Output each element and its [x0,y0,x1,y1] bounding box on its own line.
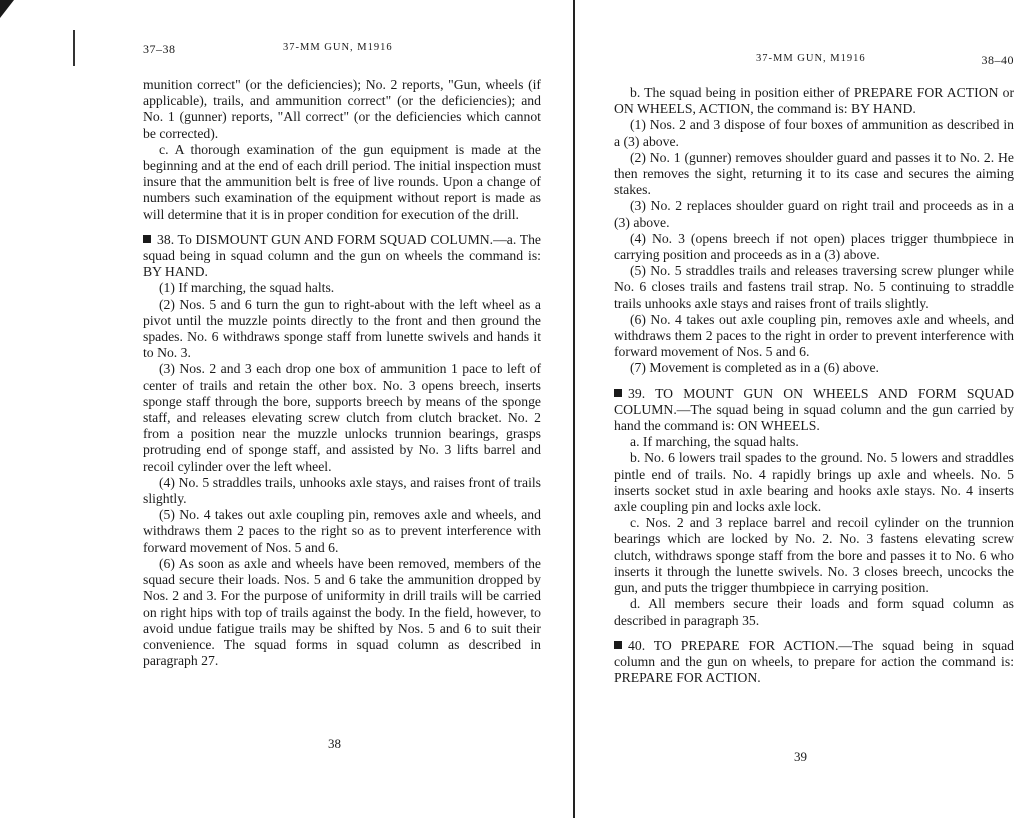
paragraph: (3) Nos. 2 and 3 each drop one box of ammunition 1 pace to left of center of trails and retain the other box. No. 3 opens breech, inserts sponge staff through the bore, supports breech by means of the sponge staff, and releases elevating screw clutch from clutch bracket. No. 2 from a position near the muzzle unlocks trunnion bearings, grasps protruding end of sponge staff, and assisted by No. 3 lifts barrel and recoil cylinder over the left wheel. [143,361,541,474]
paragraph: (5) No. 5 straddles trails and releases traversing screw plunger while No. 6 closes trails and fastens trail strap. No. 5 continuing to straddle trails unhooks axle stays and raises front of trails slightly. [614,263,1014,311]
paragraph: (7) Movement is completed as in a (6) above. [630,360,879,376]
paragraph: (3) No. 2 replaces shoulder guard on right trail and proceeds as in a (3) above. [614,198,1014,230]
page-number: 39 [794,749,807,764]
paragraph: (4) No. 5 straddles trails, unhooks axle stays, and raises front of trails slightly. [143,474,541,507]
paragraph: (1) Nos. 2 and 3 dispose of four boxes of ammunition as described in a (3) above. [614,117,1014,149]
paragraph: (6) No. 4 takes out axle coupling pin, removes axle and wheels, and withdraws them 2 paces to the right in order to prevent interference with forward movement of Nos. 5 and 6. [614,311,1014,360]
section-paragraph [143,232,541,281]
header-paragraph-range: 38–40 [981,53,1014,67]
margin-rule [73,30,75,66]
section-text: 40. TO PREPARE FOR ACTION.—The squad being in squad column and the gun on wheels, to prepare for action the command is: PREPARE FOR ACTION. [614,637,1014,686]
paragraph: (1) If marching, the squad halts. [159,280,335,296]
page-body [614,85,1014,686]
paragraph: b. No. 6 lowers trail spades to the ground. No. 5 lowers and straddles pintle end of trails. No. 4 rapidly brings up axle and wheels. No. 5 inserts socket stud in axle bearing and hooks axle stays. No. 4 inserts axle coupling pin and locks axle lock. [614,450,1014,515]
section-text: 38. To DISMOUNT GUN AND FORM SQUAD COLUMN.—a. The squad being in squad column and the gun on wheels the command is: BY HAND. [143,231,541,280]
section-paragraph [614,638,1014,687]
paragraph: (2) Nos. 5 and 6 turn the gun to right-about with the left wheel as a pivot until the muzzle points directly to the front and then ground the spades. No. 6 withdraws sponge staff from lunette swivels and hands it to No. 3. [143,296,541,361]
section-marker-icon [143,235,151,243]
paragraph: d. All members secure their loads and form squad column as described in paragraph 35. [614,596,1014,628]
paragraph: (4) No. 3 (opens breech if not open) places trigger thumbpiece in carrying position and proceeds as in a (3) above. [614,230,1014,263]
page-number: 38 [328,736,341,751]
header-paragraph-range: 37–38 [143,42,176,56]
header-title: 37-MM GUN, M1916 [283,42,393,53]
section-paragraph [614,386,1014,435]
section-text: 39. TO MOUNT GUN ON WHEELS AND FORM SQUAD COLUMN.—The squad being in squad column and the gun carried by hand the command is: ON WHEELS. [614,385,1014,434]
page-corner-mark [0,0,14,18]
paragraph: a. If marching, the squad halts. [630,434,799,450]
paragraph: (2) No. 1 (gunner) removes shoulder guard and passes it to No. 2. He then removes the sight, returning it to its case and secures the aiming stakes. [614,149,1014,198]
book-gutter [573,0,575,818]
page-body [143,77,541,669]
paragraph: munition correct" (or the deficiencies); No. 2 reports, "Gun, wheels (if applicable), trails, and ammunition correct" (or the deficiencies); and No. 1 (gunner) reports, "All correct" (or the deficiencies which cannot be corrected). [143,77,541,141]
section-marker-icon [614,389,622,397]
paragraph: (6) As soon as axle and wheels have been removed, members of the squad secure their loads. Nos. 5 and 6 take the ammunition dropped by Nos. 2 and 3. For the purpose of uniformity in drill trails will be carried on right hips with top of trails against the body. In the field, however, to avoid undue fatigue trails may be shifted by Nos. 5 and 6 to suit their convenience. The squad forms in squad column as described in paragraph 27. [143,555,541,669]
section-marker-icon [614,641,622,649]
paragraph: (5) No. 4 takes out axle coupling pin, removes axle and wheels, and withdraws them 2 paces to the right so as to prevent interference with forward movement of Nos. 5 and 6. [143,507,541,555]
header-title: 37-MM GUN, M1916 [756,53,866,64]
paragraph: b. The squad being in position either of PREPARE FOR ACTION or ON WHEELS, ACTION, the command is: BY HAND. [614,85,1014,117]
paragraph: c. A thorough examination of the gun equipment is made at the beginning and at the end of each drill period. The initial inspection must insure that the ammunition belt is free of live rounds. Upon a change of numbers such examination of the equipment without report is made as will determine that it is in proper condition for execution of the drill. [143,141,541,222]
paragraph: c. Nos. 2 and 3 replace barrel and recoil cylinder on the trunnion bearings which are locked by No. 2. No. 3 fastens elevating screw clutch, withdraws sponge staff from the bore and passes it to No. 6 who inserts it through the lunette swivels. No. 3 closes breech, uncocks the gun, and puts the trigger thumbpiece in carrying position. [614,515,1014,596]
